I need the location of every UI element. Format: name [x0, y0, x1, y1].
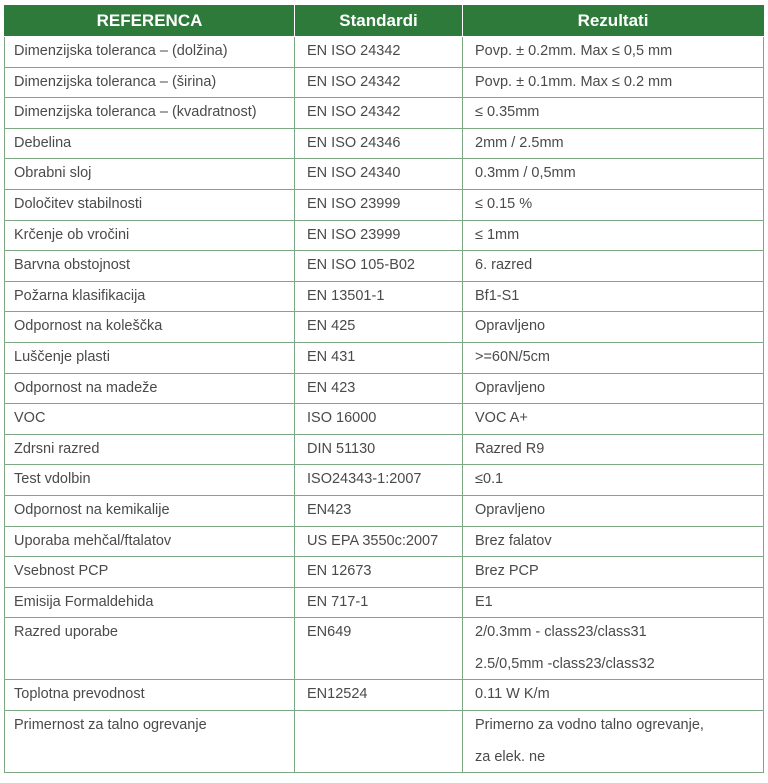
table-header [5, 6, 764, 37]
standard-cell: EN 425 [295, 312, 463, 343]
standard-cell: EN ISO 24342 [295, 67, 463, 98]
table-row [5, 557, 764, 588]
table-row [5, 680, 764, 711]
table-row [5, 159, 764, 190]
result-cell [463, 465, 764, 496]
reference-cell: Krčenje ob vročini [5, 220, 295, 251]
table-row [5, 526, 764, 557]
result-line: Povp. ± 0.2mm. Max ≤ 0,5 mm [475, 43, 673, 59]
reference-cell: Dimenzijska toleranca – (širina) [5, 67, 295, 98]
standard-cell: EN 717-1 [295, 587, 463, 618]
table-row [5, 711, 764, 773]
reference-cell: Odpornost na koleščka [5, 312, 295, 343]
reference-cell: VOC [5, 404, 295, 435]
result-cell [463, 67, 764, 98]
standard-cell: US EPA 3550c:2007 [295, 526, 463, 557]
table-row [5, 189, 764, 220]
table-row [5, 220, 764, 251]
reference-cell: Test vdolbin [5, 465, 295, 496]
table-row [5, 37, 764, 68]
result-cell [463, 281, 764, 312]
reference-cell: Požarna klasifikacija [5, 281, 295, 312]
table-row [5, 618, 764, 680]
result-line: Brez falatov [475, 532, 552, 549]
result-line: Razred R9 [475, 440, 545, 457]
result-cell [463, 557, 764, 588]
header-standards: Standardi [295, 6, 463, 37]
result-cell [463, 495, 764, 526]
result-cell [463, 312, 764, 343]
result-cell [463, 189, 764, 220]
standard-cell: EN649 [295, 618, 463, 680]
table-row [5, 128, 764, 159]
standard-cell: EN ISO 24342 [295, 98, 463, 129]
table-row [5, 495, 764, 526]
result-line: Povp. ± 0.1mm. Max ≤ 0.2 mm [475, 73, 673, 90]
table-row [5, 465, 764, 496]
result-line: ≤ 0.15 % [475, 195, 533, 212]
result-cell [463, 404, 764, 435]
result-cell [463, 220, 764, 251]
standard-cell: EN 13501-1 [295, 281, 463, 312]
header-results: Rezultati [463, 6, 764, 37]
result-cell [463, 37, 764, 68]
result-cell [463, 587, 764, 618]
result-cell [463, 373, 764, 404]
table-row [5, 67, 764, 98]
reference-cell: Debelina [5, 128, 295, 159]
result-cell [463, 680, 764, 711]
standard-cell: EN ISO 24346 [295, 128, 463, 159]
reference-cell: Barvna obstojnost [5, 251, 295, 282]
result-line: za elek. ne [475, 748, 546, 765]
header-row [5, 6, 764, 37]
standard-cell: EN423 [295, 495, 463, 526]
result-cell [463, 618, 764, 680]
reference-cell: Dimenzijska toleranca – (kvadratnost) [5, 98, 295, 129]
table-row [5, 98, 764, 129]
table-row [5, 373, 764, 404]
result-cell [463, 159, 764, 190]
standard-cell [295, 711, 463, 773]
reference-cell: Toplotna prevodnost [5, 680, 295, 711]
reference-cell: Emisija Formaldehida [5, 587, 295, 618]
reference-cell: Luščenje plasti [5, 342, 295, 373]
result-cell [463, 711, 764, 773]
reference-cell: Dimenzijska toleranca – (dolžina) [5, 37, 295, 68]
result-line: Bf1-S1 [475, 287, 520, 304]
result-line: VOC A+ [475, 410, 528, 427]
result-line: 0.3mm / 0,5mm [475, 165, 576, 182]
reference-cell: Razred uporabe [5, 618, 295, 680]
standard-cell: EN12524 [295, 680, 463, 711]
result-line: Opravljeno [475, 379, 546, 396]
reference-cell: Vsebnost PCP [5, 557, 295, 588]
result-cell [463, 251, 764, 282]
table-row [5, 434, 764, 465]
result-line: E1 [475, 593, 493, 610]
result-line: 2mm / 2.5mm [475, 134, 564, 151]
result-cell [463, 526, 764, 557]
result-cell [463, 342, 764, 373]
standard-cell: DIN 51130 [295, 434, 463, 465]
standard-cell: EN 431 [295, 342, 463, 373]
standard-cell: EN 12673 [295, 557, 463, 588]
reference-cell: Obrabni sloj [5, 159, 295, 190]
standard-cell: EN ISO 24342 [295, 37, 463, 68]
result-line: Opravljeno [475, 501, 546, 518]
standard-cell: EN ISO 105-B02 [295, 251, 463, 282]
result-line: 0.11 W K/m [475, 686, 550, 703]
result-cell [463, 434, 764, 465]
table-row [5, 281, 764, 312]
table-row [5, 342, 764, 373]
result-line: ≤0.1 [475, 471, 504, 488]
standard-cell: EN 423 [295, 373, 463, 404]
reference-cell: Odpornost na kemikalije [5, 495, 295, 526]
header-reference: REFERENCA [5, 6, 295, 37]
result-line: ≤ 0.35mm [475, 104, 540, 121]
standard-cell: EN ISO 24340 [295, 159, 463, 190]
standard-cell: EN ISO 23999 [295, 220, 463, 251]
result-line: >=60N/5cm [475, 348, 550, 365]
standard-cell: ISO 16000 [295, 404, 463, 435]
result-cell [463, 128, 764, 159]
table-row [5, 312, 764, 343]
result-line: Primerno za vodno talno ogrevanje, [475, 717, 704, 734]
result-line: Opravljeno [475, 318, 546, 335]
table-body [5, 37, 764, 773]
result-line: 2/0.3mm - class23/class31 [475, 624, 647, 641]
standard-cell: ISO24343-1:2007 [295, 465, 463, 496]
reference-cell: Zdrsni razred [5, 434, 295, 465]
table-row [5, 587, 764, 618]
reference-cell: Primernost za talno ogrevanje [5, 711, 295, 773]
result-line: ≤ 1mm [475, 226, 520, 243]
reference-cell: Uporaba mehčal/ftalatov [5, 526, 295, 557]
result-line: 6. razred [475, 257, 533, 274]
reference-cell: Določitev stabilnosti [5, 189, 295, 220]
table-row [5, 251, 764, 282]
table-row [5, 404, 764, 435]
reference-cell: Odpornost na madeže [5, 373, 295, 404]
result-cell [463, 98, 764, 129]
result-line: 2.5/0,5mm -class23/class32 [475, 655, 655, 672]
standard-cell: EN ISO 23999 [295, 189, 463, 220]
result-line: Brez PCP [475, 563, 539, 580]
specification-table [4, 5, 764, 773]
